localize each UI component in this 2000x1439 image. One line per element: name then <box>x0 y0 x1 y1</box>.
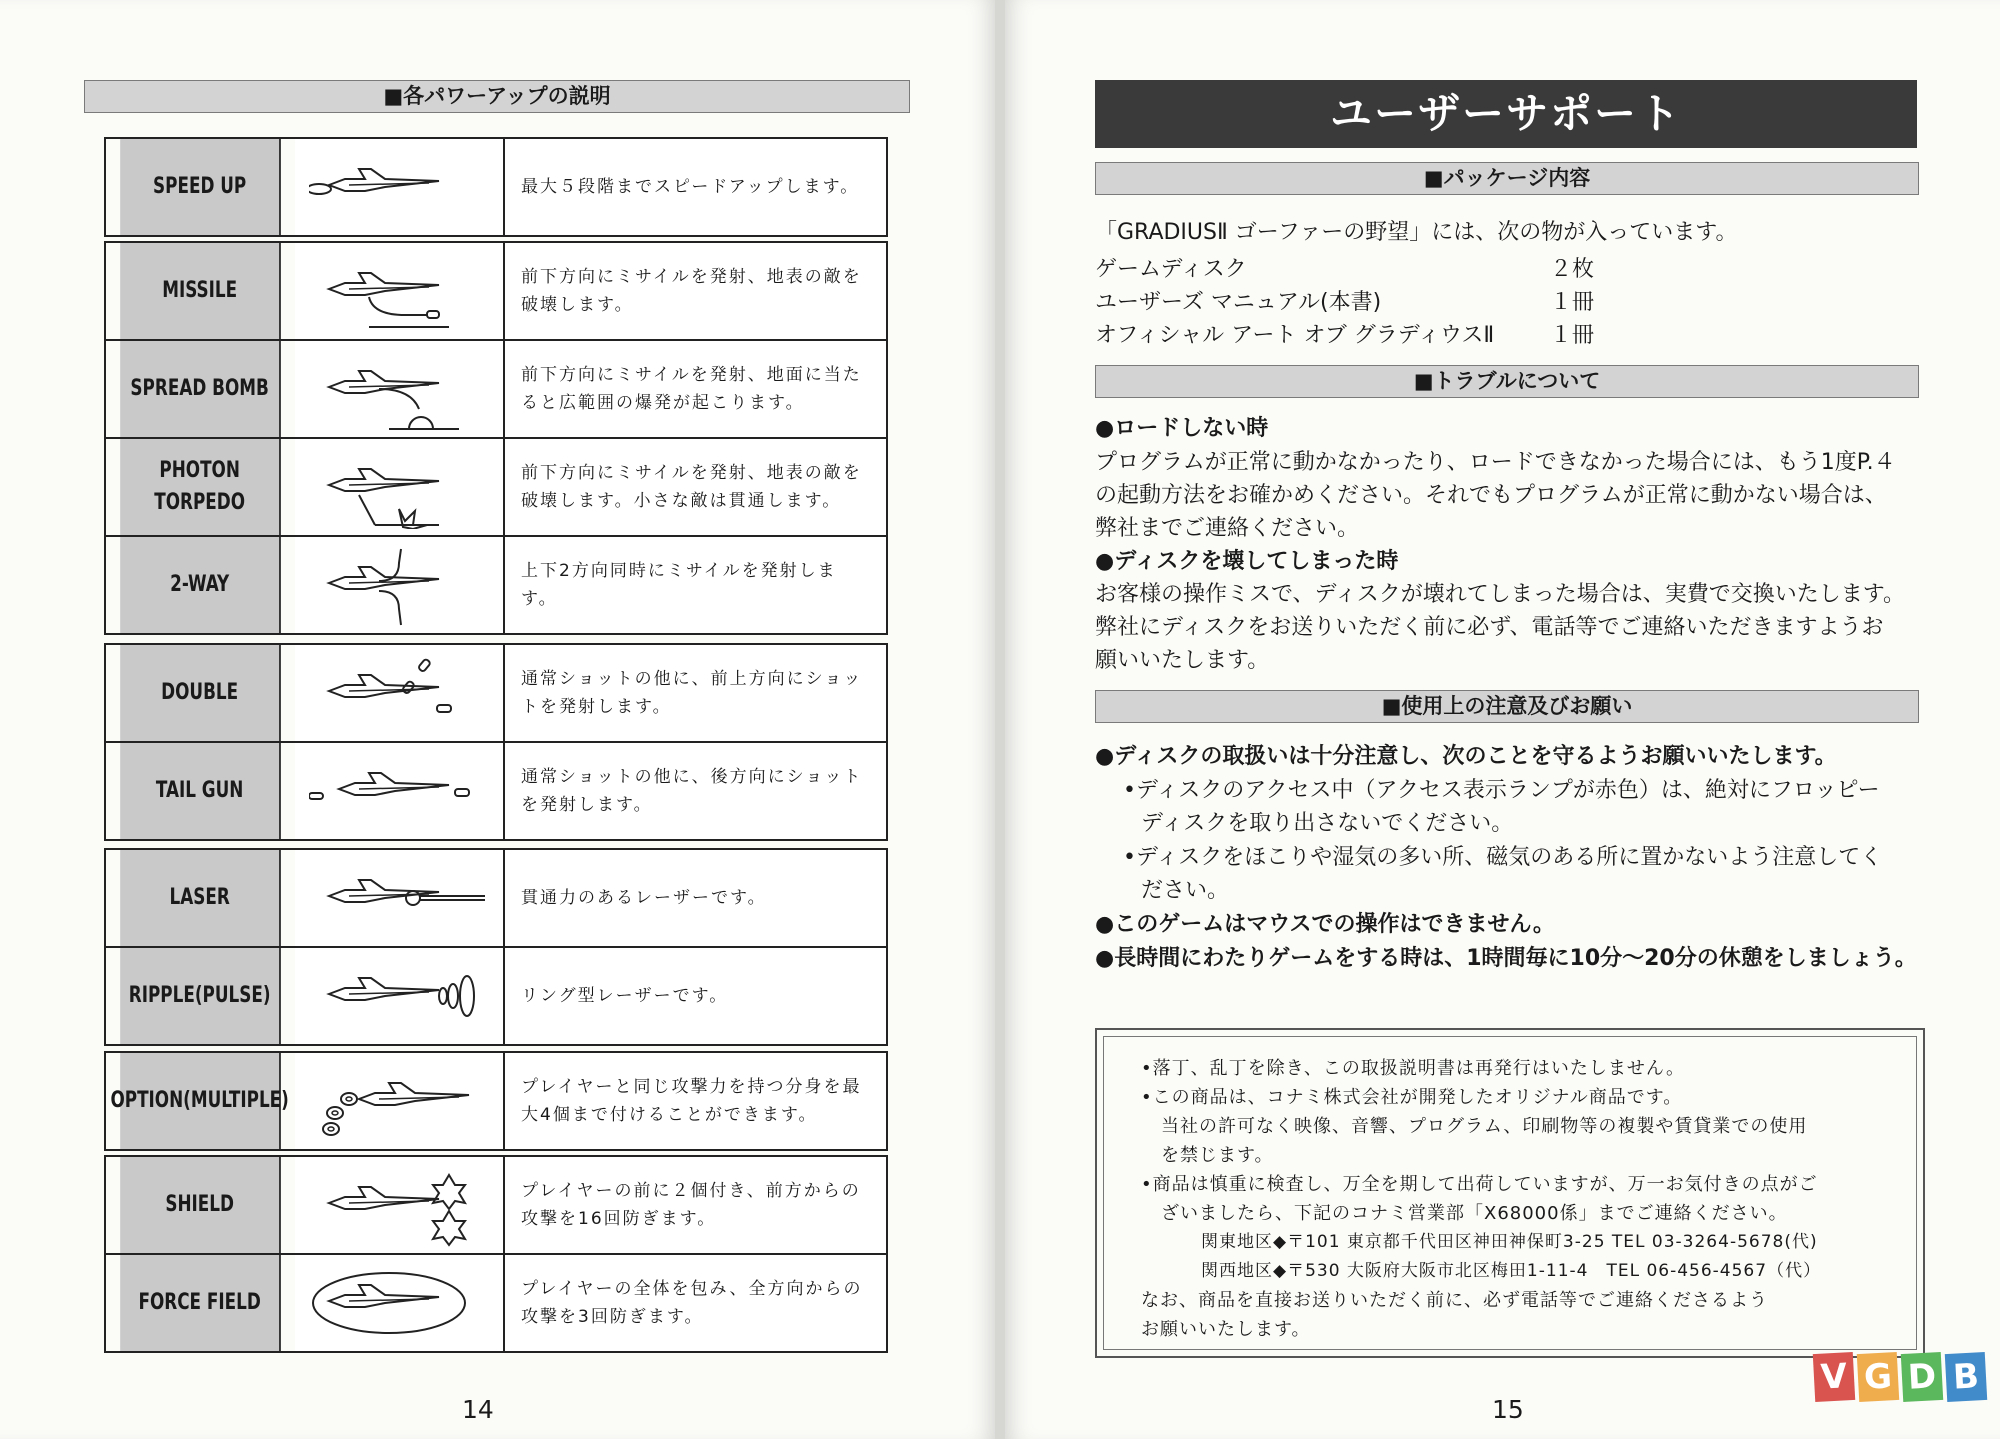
ship-double-icon <box>309 651 489 735</box>
notice-line: を禁じます。 <box>1161 1145 1274 1166</box>
page-number-left: 14 <box>462 1395 494 1424</box>
powerup-group <box>104 137 888 237</box>
powerup-row <box>106 139 886 235</box>
powerup-illustration <box>295 850 505 946</box>
powerup-description: 最大５段階までスピードアップします。 <box>505 139 886 235</box>
powerup-name-text: OPTION <box>110 1088 184 1113</box>
powerup-row <box>106 1053 886 1149</box>
powerup-name-text: DOUBLE <box>161 680 239 705</box>
package-section-header: ■パッケージ内容 <box>1095 162 1919 195</box>
powerup-name-text: SPEED UP <box>153 174 247 199</box>
powerup-illustration <box>295 439 505 535</box>
powerup-illustration <box>295 243 505 339</box>
notice-line: •商品は慎重に検査し、万全を期して出荷していますが、万一お気付きの点がご <box>1141 1174 1818 1195</box>
powerup-row <box>106 1157 886 1253</box>
powerup-name <box>120 139 281 235</box>
powerup-name <box>120 537 281 633</box>
trouble-disk-line: 願いいたします。 <box>1095 648 1270 673</box>
powerup-row <box>106 1253 886 1351</box>
caution-sub-line: ださい。 <box>1141 878 1230 903</box>
powerup-illustration <box>295 139 505 235</box>
right-page <box>1005 0 2000 1439</box>
trouble-disk-title: ●ディスクを壊してしまった時 <box>1095 549 1399 574</box>
powerup-illustration <box>295 645 505 741</box>
powerup-description: 通常ショットの他に、前上方向にショットを発射します。 <box>505 645 886 741</box>
trouble-disk-line: 弊社にディスクをお送りいただく前に必ず、電話等でご連絡いただきますようお <box>1095 615 1884 640</box>
powerup-name <box>120 341 281 437</box>
powerup-group <box>104 241 888 635</box>
powerup-row <box>106 645 886 741</box>
trouble-load-line: 弊社までご連絡ください。 <box>1095 516 1360 541</box>
watermark-letter: D <box>1901 1352 1943 1402</box>
ship-laser-icon <box>309 856 489 940</box>
caution-disk: ●ディスクの取扱いは十分注意し、次のことを守るようお願いいたします。 <box>1095 744 1837 769</box>
powerup-row <box>106 437 886 535</box>
package-item: オフィシャル アート オブ グラディウスⅡ <box>1095 323 1495 348</box>
user-support-title: ユーザーサポート <box>1095 80 1917 148</box>
powerup-description: プレイヤーの前に２個付き、前方からの攻撃を16回防ぎます。 <box>505 1157 886 1253</box>
powerup-name <box>120 243 281 339</box>
powerup-name <box>120 850 281 946</box>
package-item: ゲームディスク <box>1095 257 1247 282</box>
powerup-name <box>120 439 281 535</box>
ship-2-way-icon <box>309 543 489 627</box>
powerup-row <box>106 535 886 633</box>
powerup-description: プレイヤーの全体を包み、全方向からの攻撃を3回防ぎます。 <box>505 1255 886 1351</box>
ship-speed-up-icon <box>309 145 489 229</box>
powerup-name-text: (MULTIPLE) <box>183 1088 289 1113</box>
package-qty: １冊 <box>1550 290 1595 315</box>
package-item: ユーザーズ マニュアル(本書) <box>1095 290 1382 315</box>
powerup-group <box>104 1155 888 1353</box>
powerup-description: 通常ショットの他に、後方向にショットを発射します。 <box>505 743 886 839</box>
powerup-name-text: 2-WAY <box>170 572 230 597</box>
powerup-illustration <box>295 1053 505 1149</box>
watermark-letter: B <box>1945 1352 1987 1402</box>
trouble-load-title: ●ロードしない時 <box>1095 416 1269 441</box>
powerup-name-text: FORCE FIELD <box>138 1290 261 1315</box>
notice-address-kansai: 関西地区◆〒530 大阪府大阪市北区梅田1-11-4 TEL 06-456-4567（代） <box>1201 1261 1822 1281</box>
powerup-illustration <box>295 743 505 839</box>
ship-photon-torpedo-icon <box>309 445 489 529</box>
package-intro: 「GRADIUSⅡ ゴーファーの野望」には、次の物が入っています。 <box>1095 220 1738 245</box>
package-qty: １冊 <box>1550 323 1595 348</box>
caution-rest: ●長時間にわたりゲームをする時は、1時間毎に10分〜20分の休憩をしましょう。 <box>1095 946 1917 971</box>
trouble-load-line: プログラムが正常に動かなかったり、ロードできなかった場合には、もう1度P.４ <box>1095 450 1896 475</box>
powerup-name <box>120 645 281 741</box>
trouble-disk-line: お客様の操作ミスで、ディスクが壊れてしまった場合は、実費で交換いたします。 <box>1095 582 1906 607</box>
powerup-name-text: PHOTON TORPEDO <box>154 458 246 515</box>
watermark-letter: V <box>1813 1352 1855 1402</box>
ship-tail-gun-icon <box>309 749 489 833</box>
caution-section-header: ■使用上の注意及びお願い <box>1095 690 1919 723</box>
notice-address-kanto: 関東地区◆〒101 東京都千代田区神田神保町3-25 TEL 03-3264-5678(代) <box>1201 1232 1818 1252</box>
powerup-name <box>120 743 281 839</box>
powerup-row <box>106 339 886 437</box>
powerup-description: 貫通力のあるレーザーです。 <box>505 850 886 946</box>
powerup-description: リング型レーザーです。 <box>505 948 886 1044</box>
book-gutter <box>995 0 1005 1439</box>
powerup-illustration <box>295 341 505 437</box>
notice-line: なお、商品を直接お送りいただく前に、必ず電話等でご連絡くださるよう <box>1141 1290 1768 1311</box>
powerup-group <box>104 643 888 841</box>
notice-box <box>1095 1028 1925 1358</box>
powerup-description: プレイヤーと同じ攻撃力を持つ分身を最大4個まで付けることができます。 <box>505 1053 886 1149</box>
powerup-name-text: MISSILE <box>162 278 238 303</box>
powerup-name-text: SPREAD BOMB <box>130 376 269 401</box>
caution-sub-line: ディスクを取り出さないでください。 <box>1141 811 1514 836</box>
powerup-description: 前下方向にミサイルを発射、地表の敵を破壊します。 <box>505 243 886 339</box>
powerup-group <box>104 1051 888 1151</box>
notice-line: 当社の許可なく映像、音響、プログラム、印刷物等の複製や賃貸業での使用 <box>1161 1116 1808 1137</box>
caution-mouse: ●このゲームはマウスでの操作はできません。 <box>1095 912 1555 937</box>
powerup-name-text: RIPPLE(PULSE) <box>128 983 271 1008</box>
powerup-name-text: SHIELD <box>165 1192 234 1217</box>
powerup-illustration <box>295 537 505 633</box>
vgdb-watermark-logo <box>1814 1353 1986 1401</box>
caution-sub-line: •ディスクをほこりや湿気の多い所、磁気のある所に置かないよう注意してく <box>1123 845 1883 870</box>
powerup-illustration <box>295 1157 505 1253</box>
powerup-row <box>106 741 886 839</box>
powerup-row <box>106 850 886 946</box>
trouble-load-line: の起動方法をお確かめください。それでもプログラムが正常に動かない場合は、 <box>1095 483 1887 508</box>
ship-spread-bomb-icon <box>309 347 489 431</box>
powerup-name <box>120 1255 281 1351</box>
package-qty: ２枚 <box>1550 257 1595 282</box>
powerup-row <box>106 946 886 1044</box>
notice-line: ざいましたら、下記のコナミ営業部「X68000係」までご連絡ください。 <box>1161 1203 1788 1224</box>
powerup-section-header: ■各パワーアップの説明 <box>84 80 910 113</box>
page-number-right: 15 <box>1492 1395 1524 1424</box>
ship-shield-icon <box>309 1163 489 1247</box>
trouble-section-header: ■トラブルについて <box>1095 365 1919 398</box>
notice-line: お願いいたします。 <box>1141 1319 1311 1340</box>
powerup-description: 上下2方向同時にミサイルを発射します。 <box>505 537 886 633</box>
powerup-name <box>120 1157 281 1253</box>
powerup-name-text: TAIL GUN <box>155 778 244 803</box>
powerup-description: 前下方向にミサイルを発射、地表の敵を破壊します。小さな敵は貫通します。 <box>505 439 886 535</box>
notice-line: •この商品は、コナミ株式会社が開発したオリジナル商品です。 <box>1141 1087 1683 1108</box>
powerup-illustration <box>295 1255 505 1351</box>
ship-option-icon <box>309 1059 489 1143</box>
powerup-description: 前下方向にミサイルを発射、地面に当たると広範囲の爆発が起こります。 <box>505 341 886 437</box>
ship-ripple-icon <box>309 954 489 1038</box>
powerup-name-text: LASER <box>169 885 230 910</box>
ship-missile-icon <box>309 249 489 333</box>
powerup-illustration <box>295 948 505 1044</box>
left-page <box>0 0 995 1439</box>
caution-sub-line: •ディスクのアクセス中（アクセス表示ランプが赤色）は、絶対にフロッピー <box>1123 778 1880 803</box>
powerup-group <box>104 848 888 1046</box>
powerup-name <box>120 948 281 1044</box>
watermark-letter: G <box>1857 1352 1899 1402</box>
powerup-row <box>106 243 886 339</box>
powerup-name <box>110 1053 289 1149</box>
ship-force-field-icon <box>309 1261 489 1345</box>
notice-line: •落丁、乱丁を除き、この取扱説明書は再発行はいたしません。 <box>1141 1058 1685 1079</box>
